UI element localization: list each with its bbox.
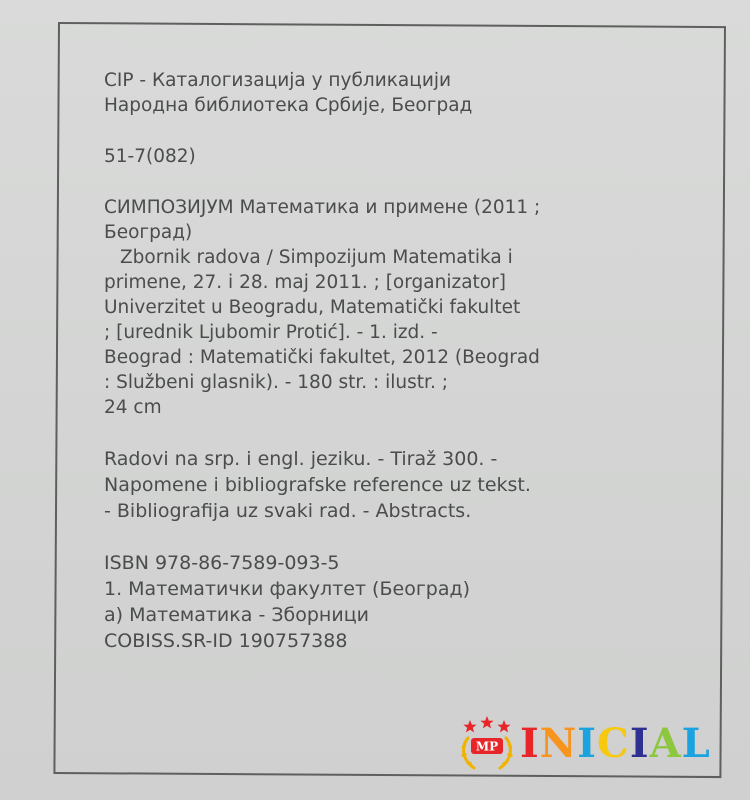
entry-line: 24 cm <box>104 397 162 418</box>
inicial-logo <box>456 714 736 778</box>
notes-line: Radovi na srp. i engl. jeziku. - Tiraž 300. - <box>104 448 498 470</box>
cip-header-line-2: Народна библиотека Србије, Београд <box>104 95 473 116</box>
logo-letter: N <box>539 720 578 767</box>
cobiss-id: COBISS.SR-ID 190757388 <box>104 630 348 652</box>
logo-letter: C <box>597 720 630 767</box>
cip-header-line-1: CIP - Каталогизација у публикацији <box>104 70 452 91</box>
entry-line: ; [urednik Ljubomir Protić]. - 1. izd. - <box>104 322 438 343</box>
logo-letter: I <box>520 720 540 767</box>
entry-line: Univerzitet u Beogradu, Matematički fakultet <box>104 297 521 318</box>
entry-line: Београд) <box>104 222 193 243</box>
entry-line: primene, 27. i 28. maj 2011. ; [organizator] <box>104 272 506 293</box>
logo-letter: A <box>649 720 682 767</box>
logo-letter: I <box>577 720 597 767</box>
notes-line: - Bibliografija uz svaki rad. - Abstracts. <box>104 500 472 522</box>
notes-line: Napomene i bibliografske reference uz tekst. <box>104 474 531 496</box>
entry-line: Zbornik radova / Simpozijum Matematika i <box>120 247 513 268</box>
background-ghost-text <box>330 0 730 26</box>
subject-heading-1: 1. Математички факултет (Београд) <box>104 578 471 600</box>
entry-line: : Službeni glasnik). - 180 str. : ilustr. ; <box>104 372 448 393</box>
logo-letter: I <box>629 720 650 767</box>
udc-classification: 51-7(082) <box>104 146 196 167</box>
svg-text:MP: MP <box>475 739 499 754</box>
entry-line: СИМПОЗИЈУМ Математика и примене (2011 ; <box>104 197 541 218</box>
logo-letter: L <box>681 720 711 767</box>
mp-crown-emblem-icon <box>456 714 518 776</box>
inicial-wordmark <box>520 722 711 766</box>
cip-record <box>104 68 634 654</box>
entry-line: Beograd : Matematički fakultet, 2012 (Beograd <box>104 347 540 368</box>
subject-heading-2: а) Математика - Зборници <box>104 604 369 626</box>
isbn: ISBN 978-86-7589-093-5 <box>104 552 340 574</box>
